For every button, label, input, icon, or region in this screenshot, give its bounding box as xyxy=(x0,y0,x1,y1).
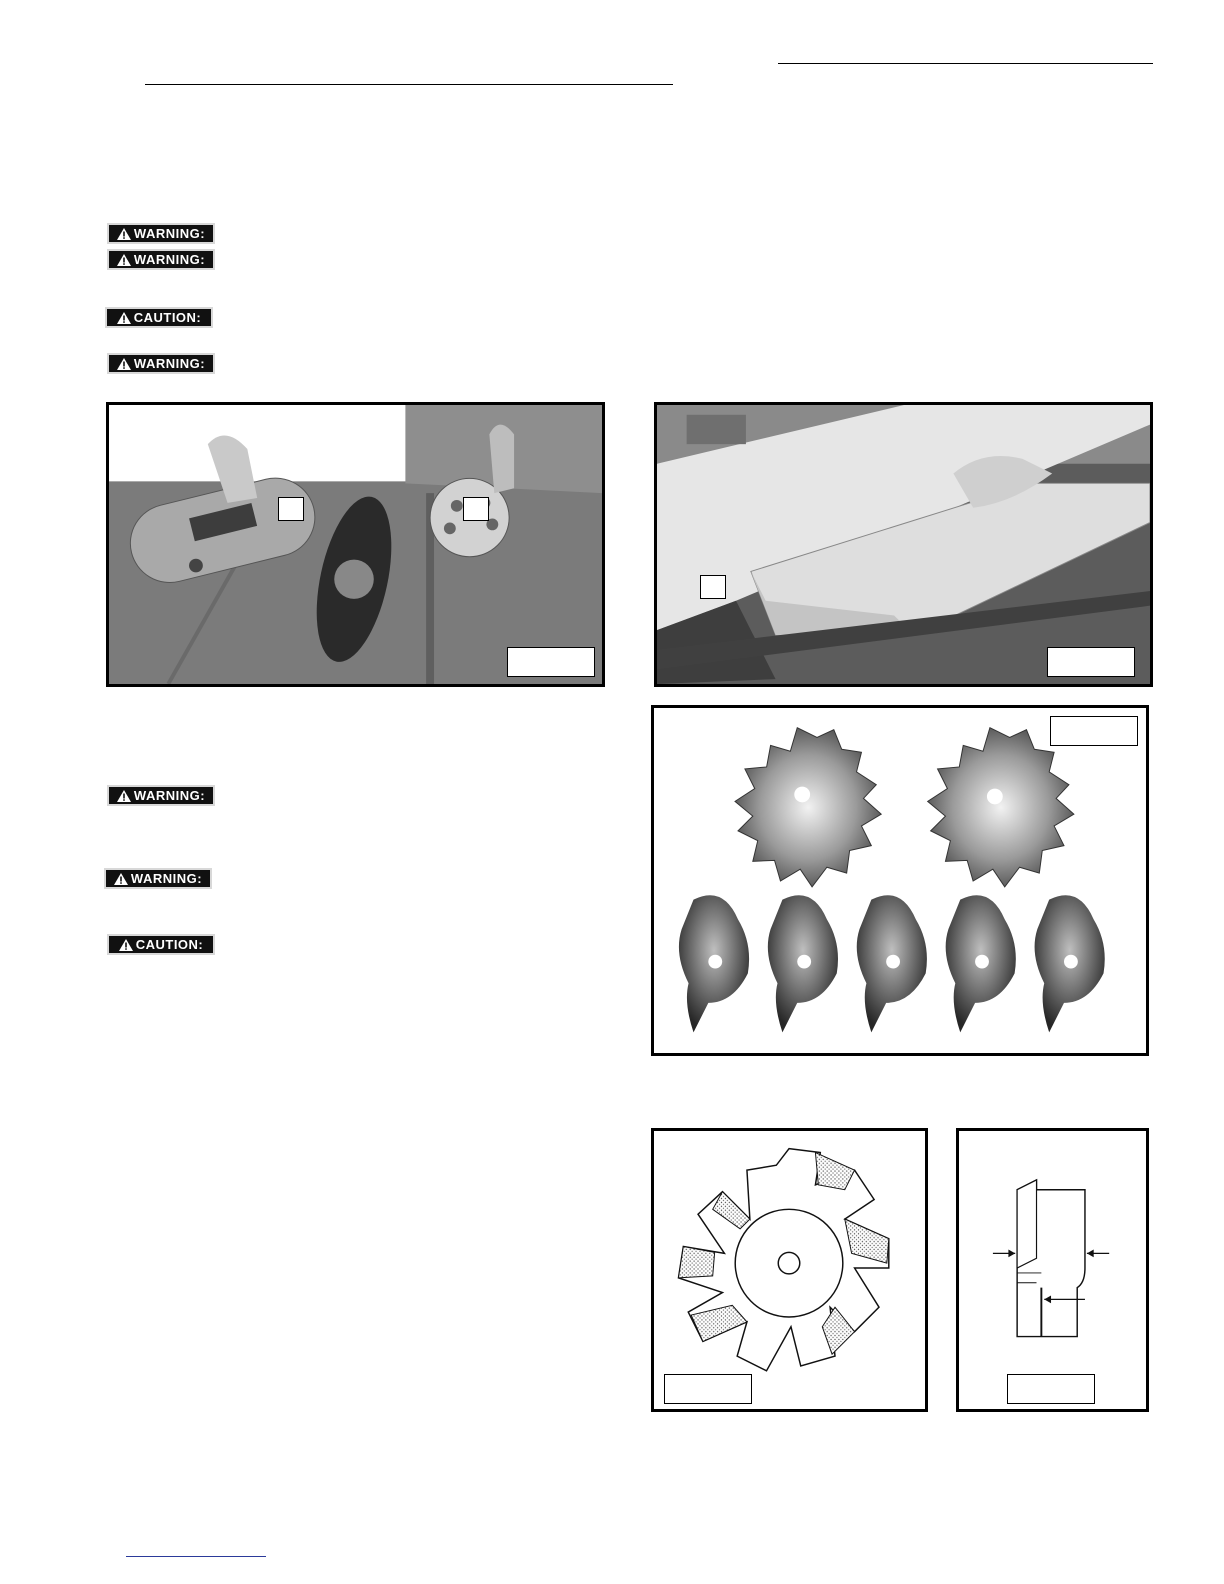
badge-label: WARNING: xyxy=(133,226,206,241)
throat-plate-photo xyxy=(109,405,602,684)
figure-label xyxy=(1007,1374,1095,1404)
figure-blade-illustration xyxy=(651,1128,928,1412)
warning-badge-4 xyxy=(107,785,215,806)
warning-badge-1 xyxy=(107,223,215,244)
caution-triangle-icon xyxy=(119,939,133,951)
badge-label: WARNING: xyxy=(130,871,203,886)
badge-label: WARNING: xyxy=(133,788,206,803)
figure-label xyxy=(507,647,595,677)
figure-chipper-cross-section xyxy=(956,1128,1149,1412)
warning-triangle-icon xyxy=(117,254,131,266)
caution-triangle-icon xyxy=(117,312,131,324)
header-rule-right xyxy=(778,63,1153,64)
outer-blade-right xyxy=(928,728,1074,887)
figure-dado-blade-set xyxy=(651,705,1149,1056)
warning-badge-2 xyxy=(107,249,215,270)
footer-link-underline[interactable] xyxy=(126,1556,266,1557)
blade-drawing xyxy=(654,1131,925,1409)
warning-triangle-icon xyxy=(117,790,131,802)
figure-label xyxy=(664,1374,752,1404)
callout-label-a xyxy=(278,497,304,521)
warning-triangle-icon xyxy=(117,358,131,370)
callout-label-b xyxy=(463,497,489,521)
figure-label xyxy=(1050,716,1138,746)
badge-label: WARNING: xyxy=(133,356,206,371)
caution-badge-2 xyxy=(107,934,215,955)
board-fence-photo xyxy=(657,405,1150,684)
warning-triangle-icon xyxy=(117,228,131,240)
warning-triangle-icon xyxy=(114,873,128,885)
badge-label: CAUTION: xyxy=(135,937,204,952)
dado-blades-art xyxy=(654,708,1146,1053)
warning-badge-3 xyxy=(107,353,215,374)
header-rule-left xyxy=(145,84,673,85)
figure-label xyxy=(1047,647,1135,677)
warning-badge-5 xyxy=(104,868,212,889)
badge-label: CAUTION: xyxy=(133,310,202,325)
chipper-blades-row xyxy=(679,895,1105,1032)
outer-blade-left xyxy=(735,728,881,887)
cross-section-drawing xyxy=(959,1131,1146,1409)
callout-label-c xyxy=(700,575,726,599)
badge-label: WARNING: xyxy=(133,252,206,267)
figure-board-against-fence xyxy=(654,402,1153,687)
caution-badge-1 xyxy=(105,307,213,328)
figure-throat-plate-removal xyxy=(106,402,605,687)
